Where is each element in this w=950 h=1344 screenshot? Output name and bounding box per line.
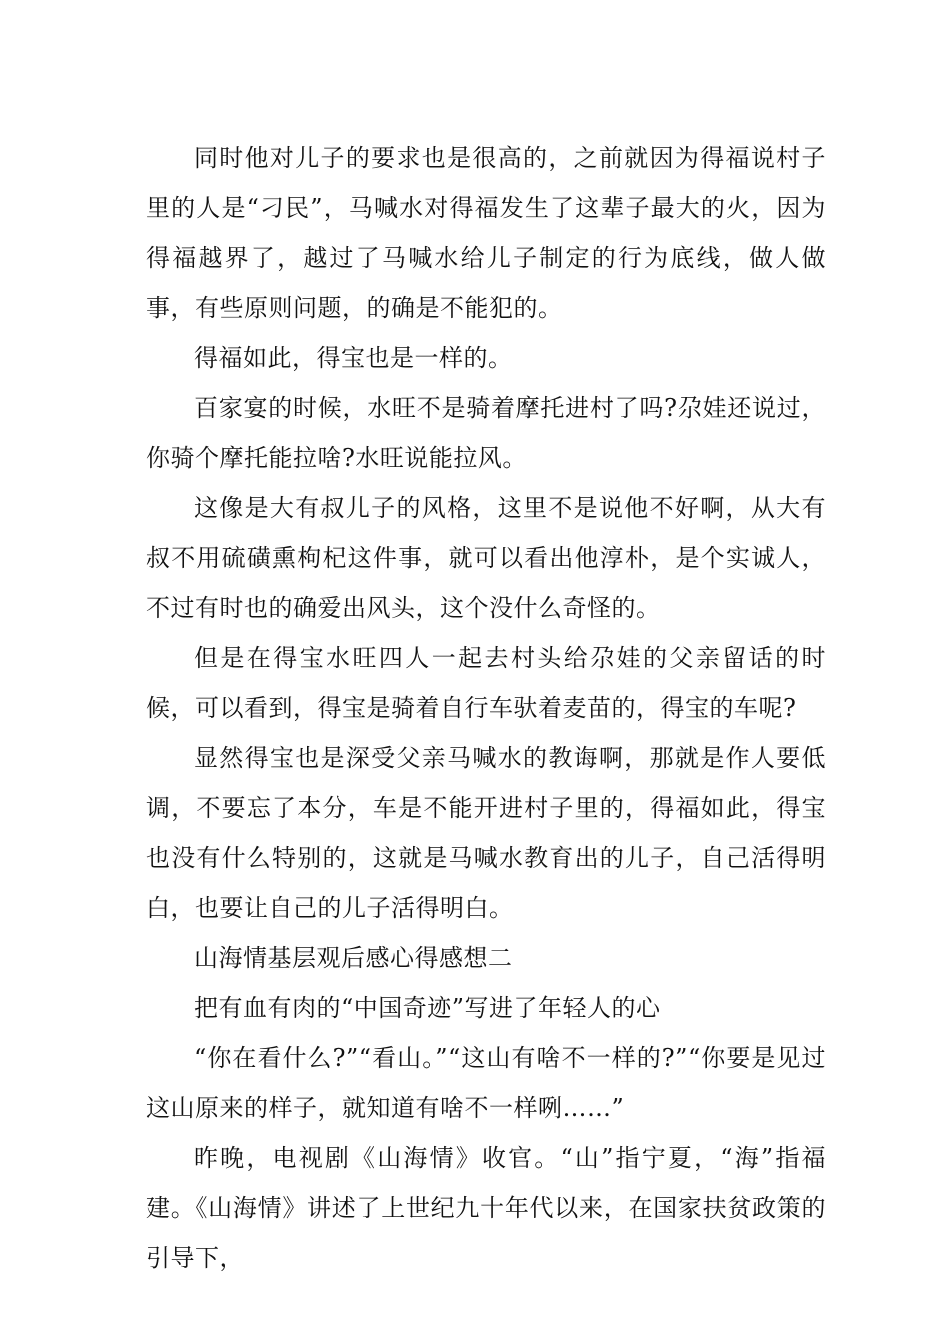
paragraph-1: 同时他对儿子的要求也是很高的，之前就因为得福说村子里的人是“刁民”，马喊水对得福发生了这辈子最大的火，因为得福越界了，越过了马喊水给儿子制定的行为底线，做人做事，有些原则问题，的确是不能犯的。 bbox=[146, 144, 826, 322]
document-body bbox=[146, 133, 826, 1283]
paragraph-5: 但是在得宝水旺四人一起去村头给尕娃的父亲留话的时候，可以看到，得宝是骑着自行车驮着麦苗的，得宝的车呢? bbox=[146, 644, 826, 722]
paragraph-3: 百家宴的时候，水旺不是骑着摩托进村了吗?尕娃还说过，你骑个摩托能拉啥?水旺说能拉风。 bbox=[146, 394, 826, 472]
section-heading: 山海情基层观后感心得感想二 bbox=[194, 944, 513, 972]
article-title: 把有血有肉的“中国奇迹”写进了年轻人的心 bbox=[194, 994, 661, 1022]
paragraph-2: 得福如此，得宝也是一样的。 bbox=[194, 344, 513, 372]
paragraph-4: 这像是大有叔儿子的风格，这里不是说他不好啊，从大有叔不用硫磺熏枸杞这件事，就可以看出他淳朴，是个实诚人，不过有时也的确爱出风头，这个没什么奇怪的。 bbox=[146, 494, 826, 622]
paragraph-intro: 昨晚，电视剧《山海情》收官。“山”指宁夏，“海”指福建。《山海情》讲述了上世纪九十年代以来，在国家扶贫政策的引导下， bbox=[146, 1144, 826, 1272]
paragraph-dialogue: “你在看什么?”“看山。”“这山有啥不一样的?”“你要是见过这山原来的样子，就知道有啥不一样咧……” bbox=[146, 1044, 826, 1122]
paragraph-6: 显然得宝也是深受父亲马喊水的教诲啊，那就是作人要低调，不要忘了本分，车是不能开进村子里的，得福如此，得宝也没有什么特别的，这就是马喊水教育出的儿子，自己活得明白，也要让自己的儿子活得明白。 bbox=[146, 744, 826, 922]
